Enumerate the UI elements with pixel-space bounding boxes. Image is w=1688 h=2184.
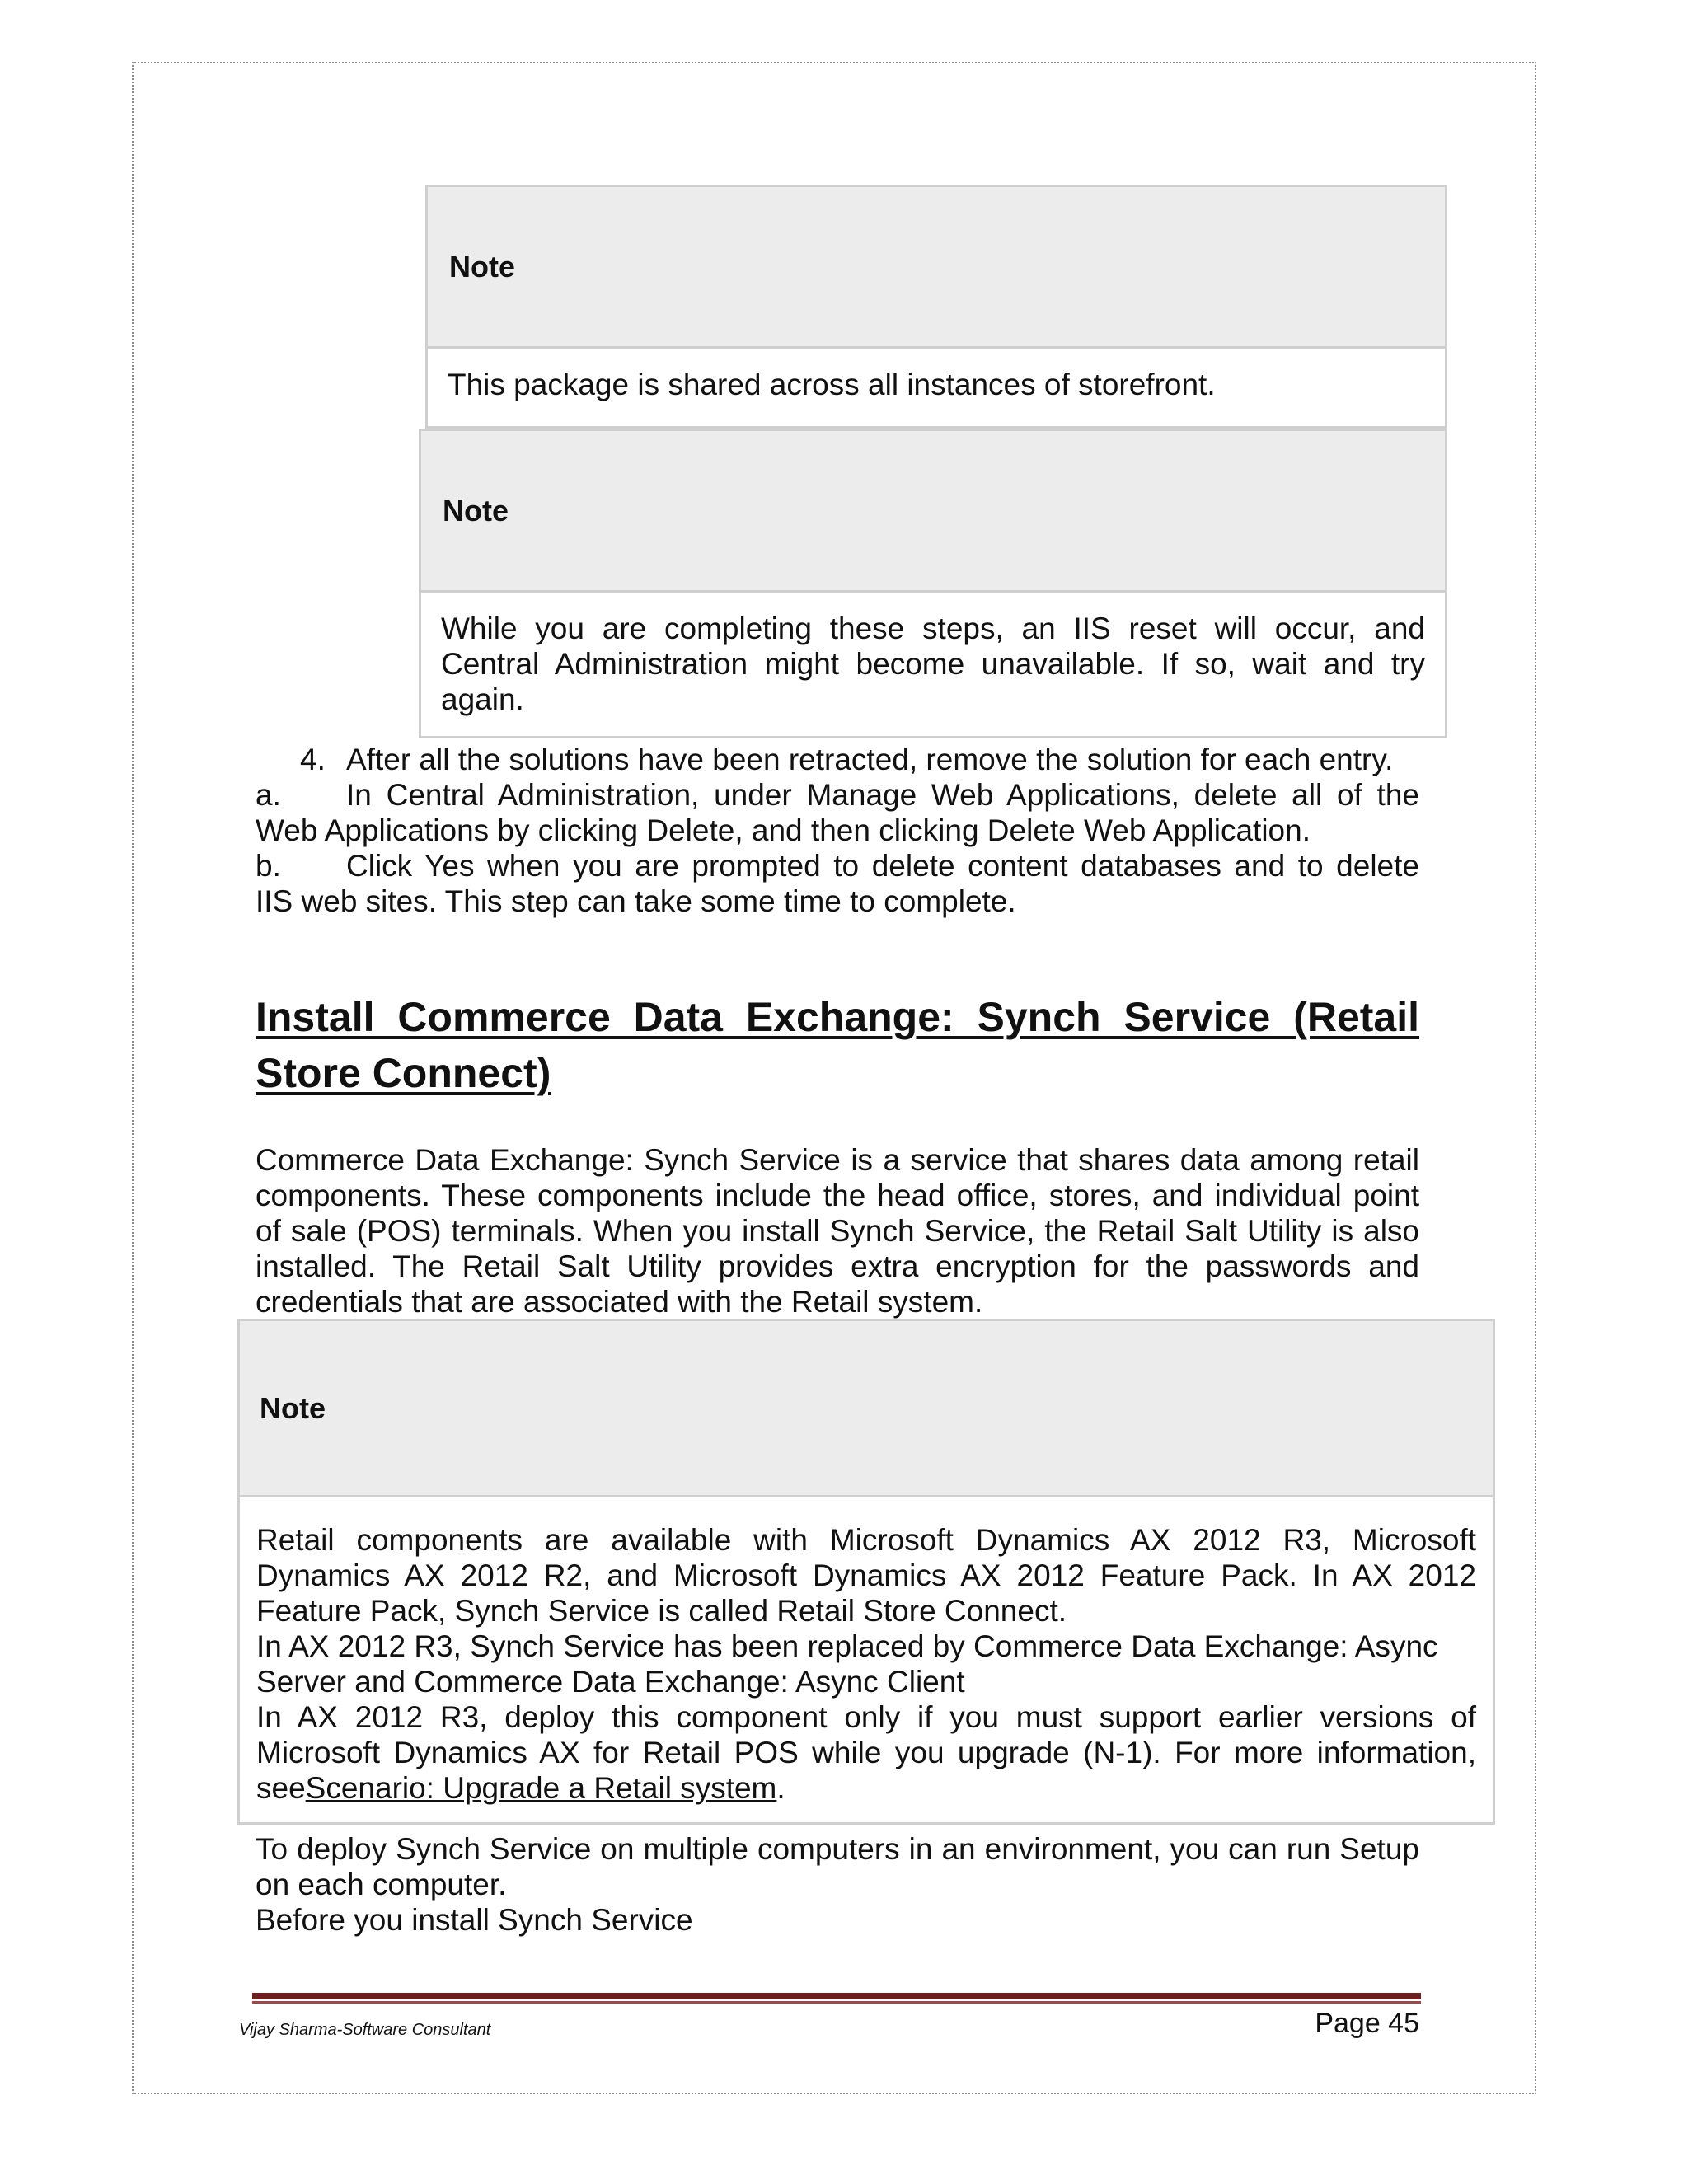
substep-a-cont: Web Applications by clicking Delete, and then clicking Delete Web Application. [256,813,1311,847]
substep-b-cont: IIS web sites. This step can take some time to complete. [256,884,1016,918]
note-paragraph-3-text: In AX 2012 R3, deploy this component only if you must support earlier versions of Microsoft Dynamics AX for Retail POS while you upgrade (N-1). For more information, see [256,1700,1476,1805]
substep-a-label: a. [256,778,281,812]
page-number: Page 45 [1315,2008,1419,2039]
note-title: Note [443,493,509,527]
step-4-text: After all the solutions have been retracted, remove the solution for each entry. [346,743,1394,776]
note-header [428,187,1445,349]
note-body [421,593,1445,725]
note-header [421,431,1445,593]
note-title: Note [260,1390,326,1425]
note-box-1 [425,185,1447,429]
note-header [240,1321,1493,1497]
footer-rule-light [252,2001,1421,2004]
note-title: Note [449,249,515,284]
section-heading: Install Commerce Data Exchange: Synch Service (Retail Store Connect) [256,994,1419,1096]
substep-b-label: b. [256,849,281,883]
upgrade-scenario-link[interactable]: Scenario: Upgrade a Retail system [305,1771,777,1805]
note-text: This package is shared across all instances of storefront. [448,368,1216,401]
step-4-number: 4. [300,743,326,776]
note-body [240,1497,1493,1814]
substep-a-text [346,777,1419,813]
note-paragraph-3-end: . [776,1771,785,1805]
note-box-3 [237,1319,1495,1825]
closing-paragraph-1: To deploy Synch Service on multiple computers in an environment, you can run Setup on each computer. [256,1832,1419,1901]
substep-b-text [346,848,1419,883]
note-body [428,349,1445,410]
footer-rule-dark [252,1993,1421,1999]
closing-paragraph-2: Before you install Synch Service [256,1903,693,1937]
note-paragraph-3 [256,1699,1476,1806]
substep-b-first-line: Click Yes when you are prompted to delete content databases and to delete [346,849,1419,883]
footer-author: Vijay Sharma-Software Consultant [239,2021,491,2039]
note-paragraph-2: In AX 2012 R3, Synch Service has been replaced by Commerce Data Exchange: Async Server and Commerce Data Exchange: Async Client [256,1629,1438,1699]
note-text: While you are completing these steps, an IIS reset will occur, and Central Administration might become unavailable. If so, wait and try again. [441,612,1425,716]
note-box-2 [419,429,1447,738]
note-paragraph-1: Retail components are available with Microsoft Dynamics AX 2012 R3, Microsoft Dynamics AX 2012 R2, and Microsoft Dynamics AX 2012 Feature Pack. In AX 2012 Feature Pack, Synch Service is called Retail Store Connect. [256,1523,1476,1628]
intro-paragraph: Commerce Data Exchange: Synch Service is a service that shares data among retail components. These components include the head office, stores, and individual point of sale (POS) terminals. When you install Synch Service, the Retail Salt Utility is also installed. The Retail Salt Utility provides extra encryption for the passwords and credentials that are associated with the Retail system. [256,1143,1419,1319]
substep-a-first-line: In Central Administration, under Manage Web Applications, delete all of the [346,778,1419,812]
